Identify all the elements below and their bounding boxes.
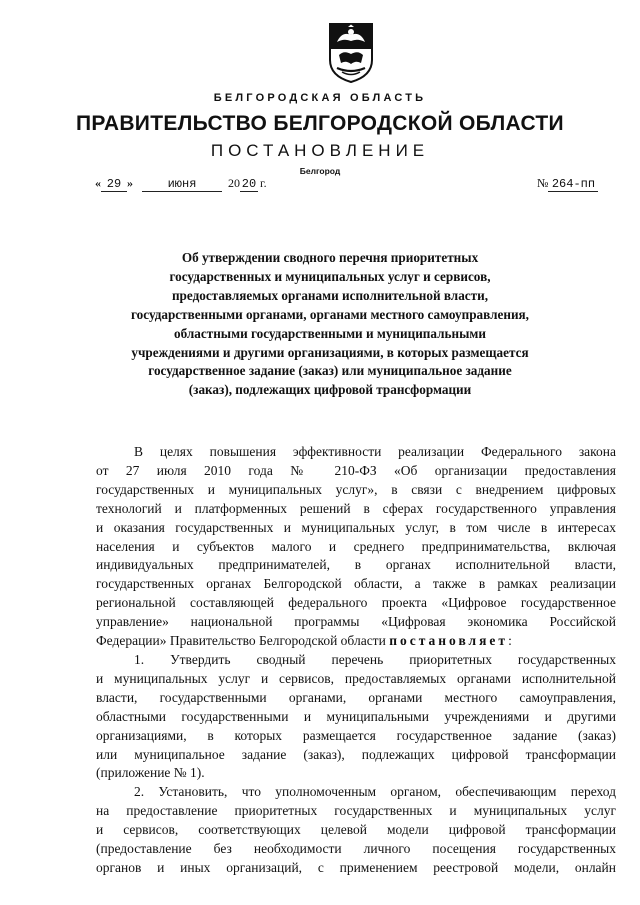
number-prefix: № xyxy=(537,176,549,190)
document-type: ПОСТАНОВЛЕНИЕ xyxy=(210,141,430,160)
date-year-unit: г. xyxy=(260,176,267,190)
quote-close: » xyxy=(127,176,133,190)
document-title xyxy=(110,249,550,400)
body-line: (предоставление без необходимости личного посещения государственных xyxy=(96,841,616,857)
body-line: организациями, в которых размещается государственное задание (заказ) xyxy=(96,727,616,743)
body-line: и сервисов, соответствующих целевой модели цифровой трансформации xyxy=(96,822,616,838)
body-line: технологий и платформенных решений в сферах государственного управления xyxy=(96,500,616,516)
region-name: БЕЛГОРОДСКАЯ ОБЛАСТЬ xyxy=(213,92,427,104)
document-number xyxy=(537,176,598,192)
body-line: (приложение № 1). xyxy=(96,765,205,781)
resolution-prefix: Федерации» Правительство Белгородской области xyxy=(96,633,386,649)
body-line: управление» национальной программы «Цифровая экономика Российской xyxy=(96,614,616,630)
title-line: предоставляемых органами исполнительной власти, xyxy=(171,287,489,303)
body-line: власти, государственными органами, органами местного самоуправления, xyxy=(96,689,616,705)
body-line: В целях повышения эффективности реализации Федерального закона xyxy=(134,444,616,459)
title-line: государственными органами, органами местного самоуправления, xyxy=(131,306,529,322)
body-line: областными государственными и муниципальными учреждениями и другими xyxy=(96,708,616,724)
body-line-last xyxy=(96,632,616,651)
body-line: органов и иных организаций, с применением реестровой модели, онлайн xyxy=(96,859,616,875)
body-line: и муниципальных услуг и сервисов, предоставляемых органами исполнительной xyxy=(96,670,616,686)
date-month: июня xyxy=(142,178,222,192)
clause-2 xyxy=(96,783,616,878)
quote-open: « xyxy=(95,176,101,190)
clause-1 xyxy=(96,651,616,783)
title-line: государственное задание (заказ) или муниципальное задание xyxy=(148,363,512,379)
body-line: государственных и муниципальных услуг», в связи с внедрением цифровых xyxy=(96,481,616,497)
number-value: 264-пп xyxy=(548,178,598,192)
title-line: (заказ), подлежащих цифровой трансформации xyxy=(188,382,472,398)
body-line: и оказания государственных и муниципальных услуг, в том числе в интересах xyxy=(96,519,616,535)
body-line: 2. Установить, что уполномоченным органом, обеспечивающим переход xyxy=(134,784,616,800)
title-line: Об утверждении сводного перечня приоритетных xyxy=(181,250,479,265)
resolution-verb: постановляет xyxy=(389,633,509,649)
preamble-paragraph xyxy=(96,443,616,651)
body-line: государственных органах Белгородской области, а также в рамках реализации xyxy=(96,576,616,592)
document-date xyxy=(95,176,267,192)
body-line: 1. Утвердить сводный перечень приоритетных государственных xyxy=(134,651,616,667)
title-line: учреждениями и другими организациями, в которых размещается xyxy=(131,344,529,360)
title-line: областными государственными и муниципальными xyxy=(174,325,486,341)
city-name: Белгород xyxy=(299,166,341,176)
title-line: государственных и муниципальных услуг и сервисов, xyxy=(169,268,491,284)
resolution-colon: : xyxy=(508,633,512,649)
body-line: населения и субъектов малого и среднего предпринимательства, включая xyxy=(96,538,616,554)
coat-of-arms-emblem xyxy=(328,22,374,84)
body-line: от 27 июля 2010 года № 210-ФЗ «Об организации предоставления xyxy=(96,462,616,478)
government-name: ПРАВИТЕЛЬСТВО БЕЛГОРОДСКОЙ ОБЛАСТИ xyxy=(76,112,564,135)
body-line: на предоставление приоритетных государственных и муниципальных услуг xyxy=(96,803,616,819)
document-body xyxy=(96,443,616,878)
date-year-prefix: 20 xyxy=(228,176,240,190)
body-line: или муниципальное задание (заказ), подлежащих цифровой трансформации xyxy=(96,746,616,762)
date-day: 29 xyxy=(101,178,127,192)
body-line: региональной составляющей федерального проекта «Цифровое государственное xyxy=(96,595,616,611)
body-line: индивидуальных предпринимателей, в органах исполнительной власти, xyxy=(96,557,616,573)
date-year-suffix: 20 xyxy=(241,177,257,191)
